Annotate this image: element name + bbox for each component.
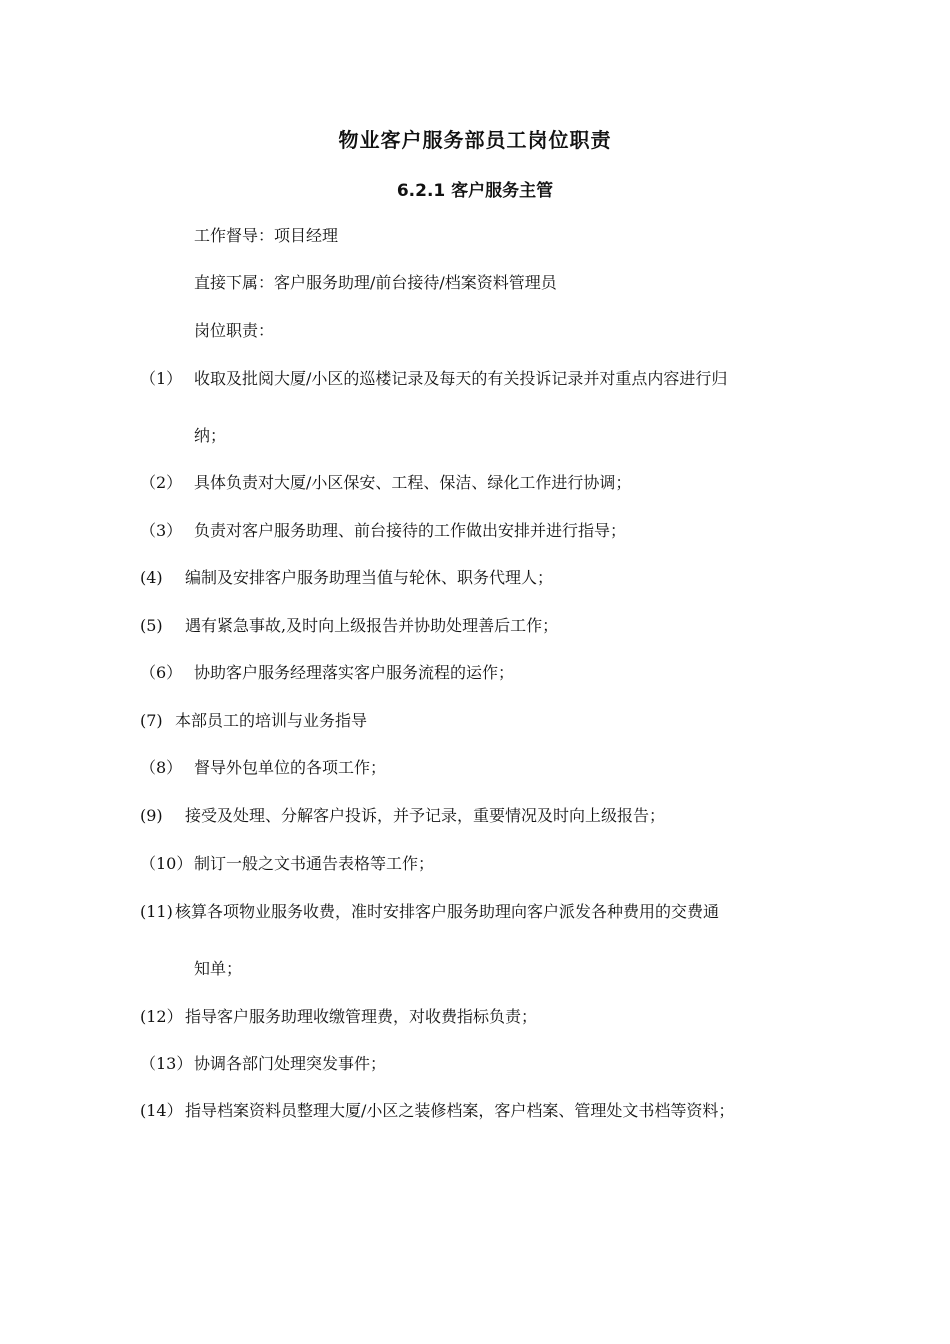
- duty-number: (7): [140, 711, 163, 730]
- section-title: 6.2.1 客户服务主管: [396, 181, 554, 201]
- duty-text: 具体负责对大厦/小区保安、工程、保洁、绿化工作进行协调；: [194, 473, 632, 492]
- duty-item: [140, 368, 727, 390]
- duty-number: （1）: [140, 369, 183, 388]
- duty-number: （13）: [140, 1054, 193, 1073]
- duty-text: 指导档案资料员整理大厦/小区之装修档案，客户档案、管理处文书档等资料；: [185, 1101, 735, 1120]
- duty-item: [140, 567, 553, 589]
- duty-continuation: 纳；: [194, 426, 227, 445]
- duty-number: (9): [140, 806, 163, 825]
- duty-text: 本部员工的培训与业务指导: [175, 711, 368, 730]
- duty-number: （3）: [140, 521, 183, 540]
- duty-text: 制订一般之文书通告表格等工作；: [194, 854, 435, 873]
- duties-heading: 岗位职责：: [194, 321, 275, 340]
- duty-number: （6）: [140, 663, 183, 682]
- duty-number: (12）: [140, 1007, 183, 1026]
- duty-number: (5): [140, 616, 163, 635]
- duty-number: (14）: [140, 1101, 183, 1120]
- subordinates-line: 直接下属：客户服务助理/前台接待/档案资料管理员: [194, 273, 557, 292]
- duty-text: 督导外包单位的各项工作；: [194, 758, 387, 777]
- duty-text: 遇有紧急事故,及时向上级报告并协助处理善后工作；: [185, 616, 559, 635]
- duty-text: 协助客户服务经理落实客户服务流程的运作；: [194, 663, 515, 682]
- duty-continuation: 知单；: [194, 959, 243, 978]
- duty-number: (4): [140, 568, 163, 587]
- duty-item: [140, 1006, 537, 1028]
- duty-item: [140, 901, 719, 923]
- duty-item: [140, 710, 367, 732]
- duty-item: [140, 615, 558, 637]
- duty-item: [140, 853, 434, 875]
- duty-item: [140, 805, 665, 827]
- duty-number: （2）: [140, 473, 183, 492]
- duty-item: [140, 757, 386, 779]
- duty-text: 负责对客户服务助理、前台接待的工作做出安排并进行指导；: [194, 521, 627, 540]
- duty-text: 指导客户服务助理收缴管理费，对收费指标负责；: [185, 1007, 538, 1026]
- duty-item: [140, 1100, 734, 1122]
- duty-number: (11): [140, 902, 173, 921]
- duty-text: 核算各项物业服务收费，准时安排客户服务助理向客户派发各种费用的交费通: [175, 902, 720, 921]
- duty-text: 协调各部门处理突发事件；: [194, 1054, 387, 1073]
- duty-number: （10）: [140, 854, 193, 873]
- duty-text: 接受及处理、分解客户投诉，并予记录，重要情况及时向上级报告；: [185, 806, 666, 825]
- duty-text: 编制及安排客户服务助理当值与轮休、职务代理人；: [185, 568, 554, 587]
- duty-item: [140, 662, 514, 684]
- duty-text: 收取及批阅大厦/小区的巡楼记录及每天的有关投诉记录并对重点内容进行归: [194, 369, 728, 388]
- document-title: 物业客户服务部员工岗位职责: [338, 128, 612, 152]
- duty-item: [140, 1053, 386, 1075]
- duty-number: （8）: [140, 758, 183, 777]
- supervisor-line: 工作督导：项目经理: [194, 226, 339, 245]
- duty-item: [140, 472, 631, 494]
- duty-item: [140, 520, 626, 542]
